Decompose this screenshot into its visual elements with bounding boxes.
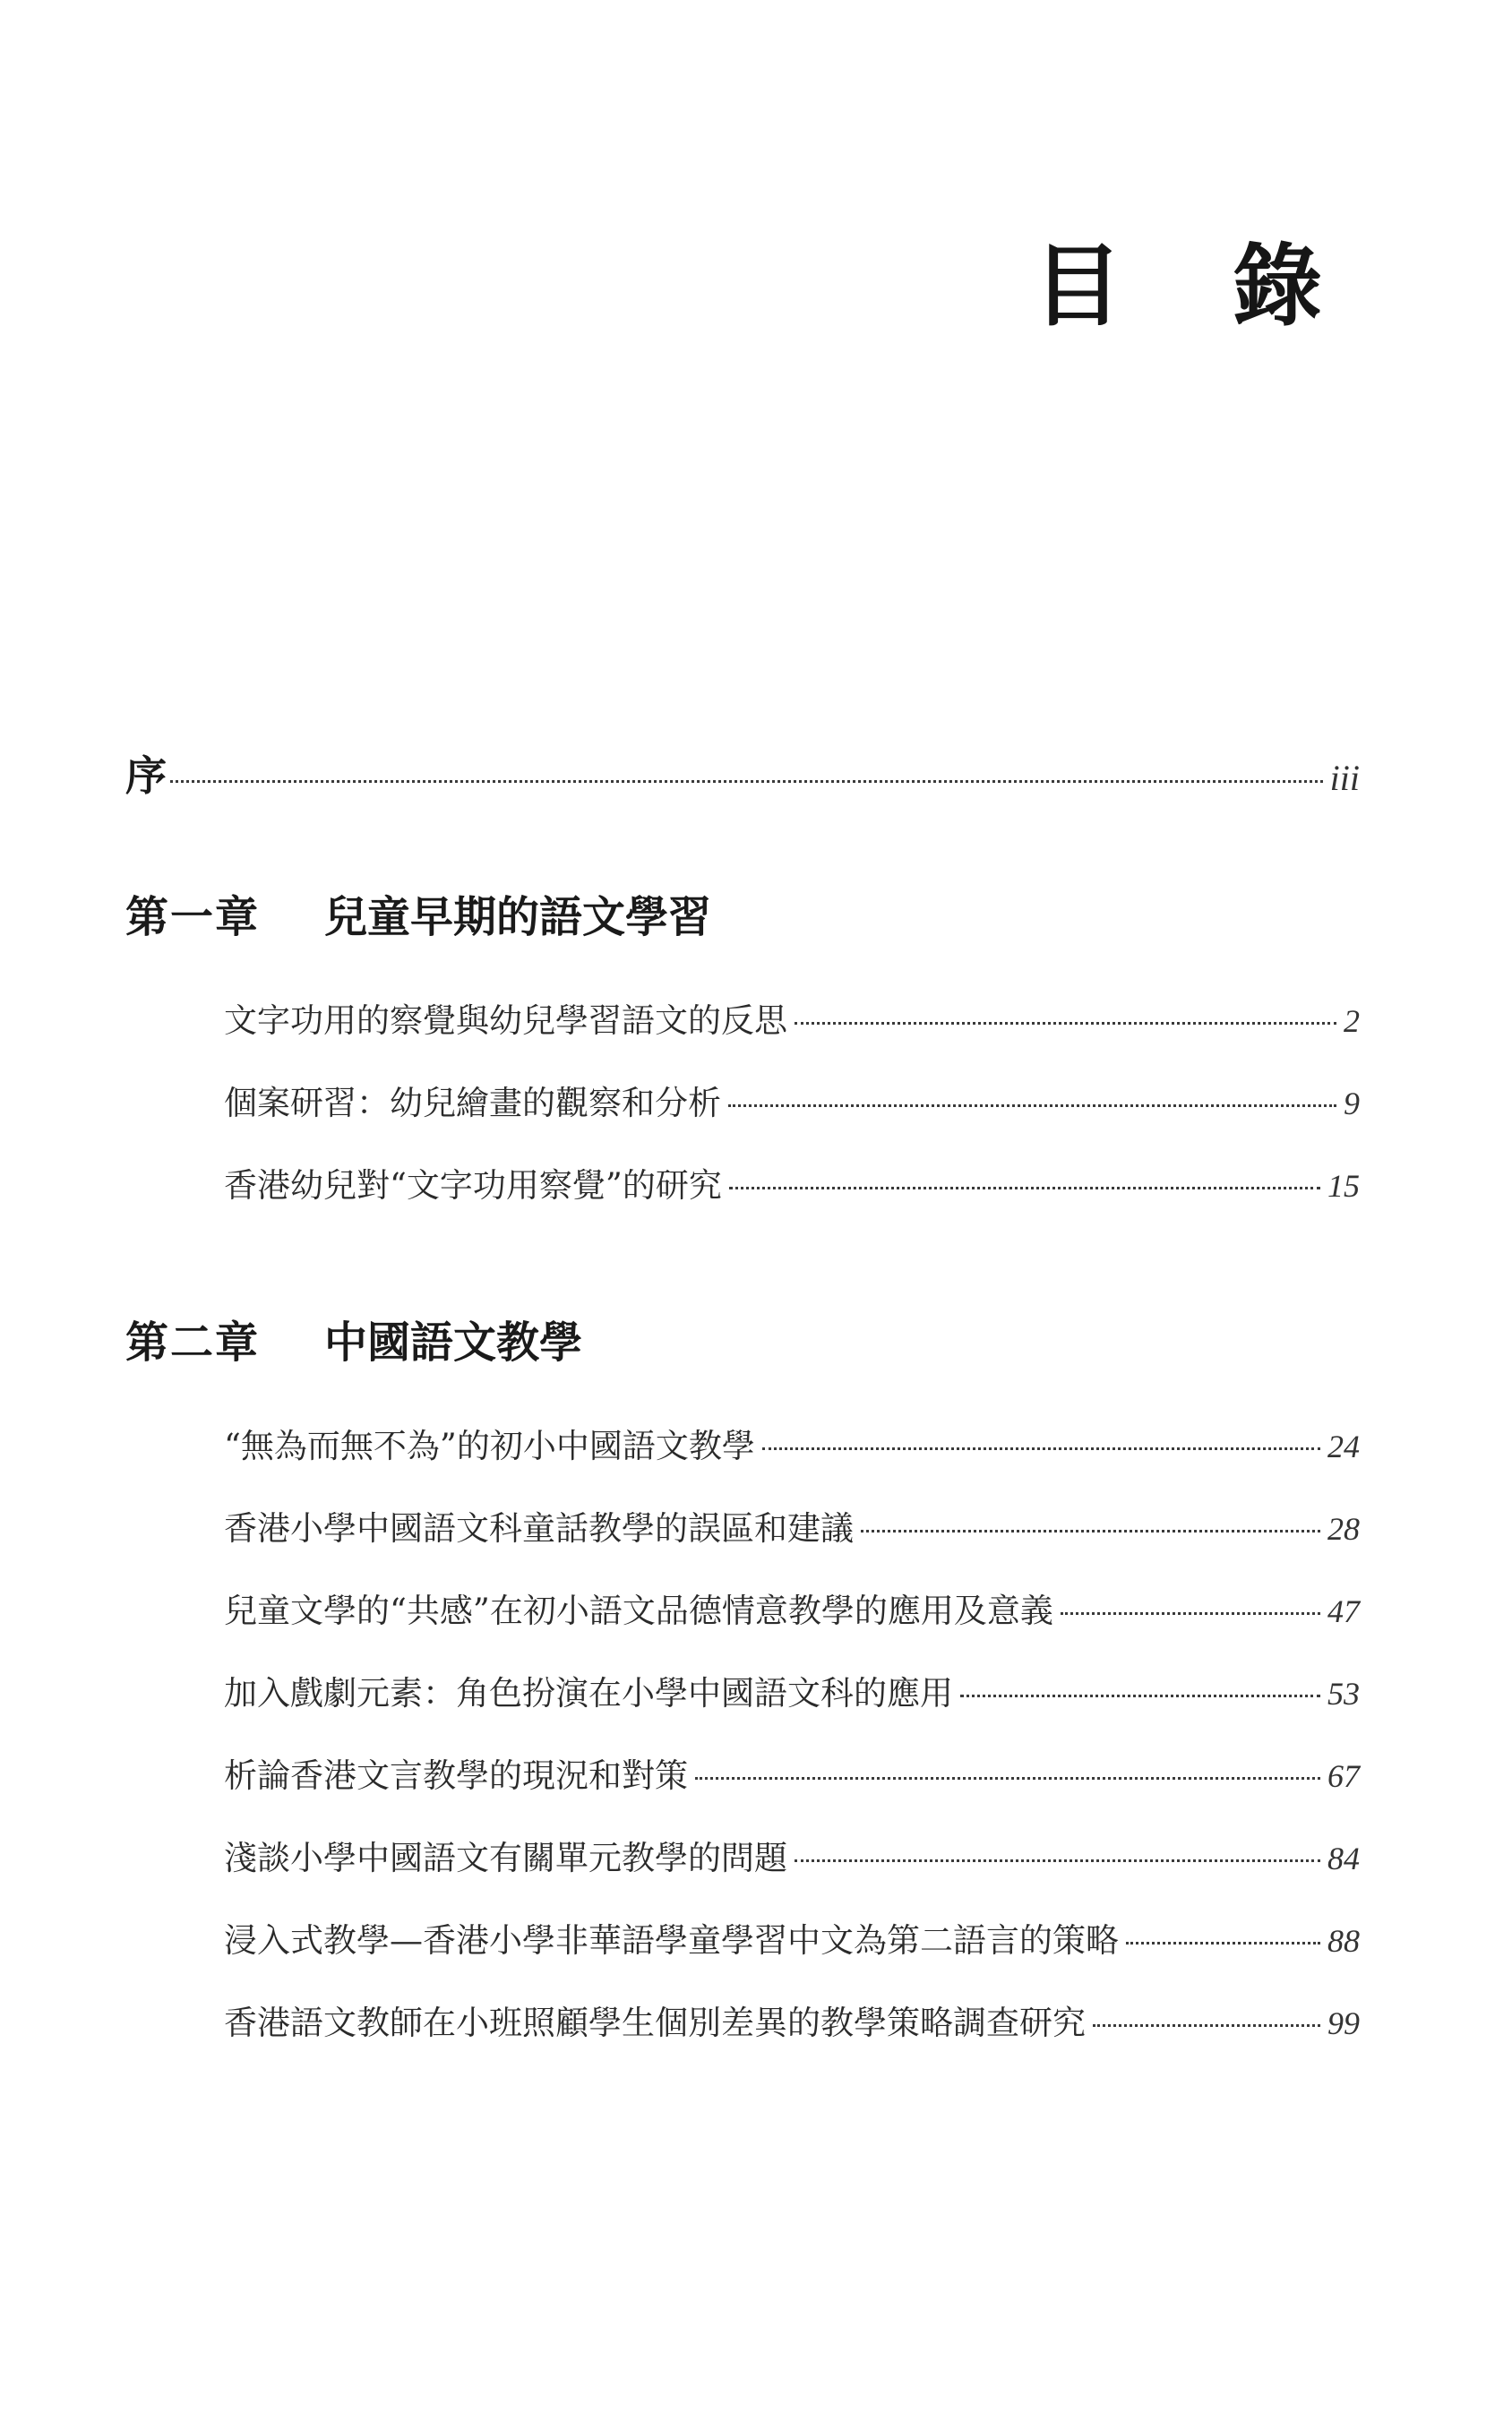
entry-page-number: 15: [1327, 1168, 1360, 1204]
entry-title: 浸入式教學—香港小學非華語學童學習中文為第二語言的策略: [224, 1921, 1119, 1960]
entry-title: 香港幼兒對“文字功用察覺”的研究: [224, 1166, 722, 1205]
entry-title: 加入戲劇元素：角色扮演在小學中國語文科的應用: [224, 1674, 953, 1713]
chapter-entries: [125, 993, 1360, 1241]
entry-page-number: 67: [1327, 1758, 1360, 1794]
entry-title: “無為而無不為”的初小中國語文教學: [224, 1427, 755, 1465]
entry-title: 淺談小學中國語文有關單元教學的問題: [224, 1839, 787, 1877]
entry-page-number: 53: [1327, 1676, 1360, 1712]
entry-page-number: 88: [1327, 1923, 1360, 1959]
entry-title: 個案研習：幼兒繪畫的觀察和分析: [224, 1084, 721, 1122]
leader-dots: [729, 1187, 1320, 1189]
toc-entry[interactable]: [224, 1666, 1360, 1748]
leader-dots: [861, 1530, 1320, 1532]
chapter-heading[interactable]: [125, 882, 1360, 954]
entry-page-number: 99: [1327, 2005, 1360, 2041]
chapter-title: 中國語文教學: [324, 1318, 583, 1368]
entry-page-number: 9: [1344, 1086, 1360, 1121]
chapter-heading[interactable]: [125, 1308, 1360, 1379]
chapter-title: 兒童早期的語文學習: [324, 892, 712, 942]
preface-page-number: iii: [1329, 758, 1360, 798]
chapter-number: 第二章: [125, 1318, 261, 1368]
preface-row[interactable]: [125, 743, 1360, 803]
chapter-number: 第一章: [125, 892, 261, 942]
leader-dots: [1061, 1612, 1320, 1615]
entry-page-number: 47: [1327, 1593, 1360, 1629]
leader-dots: [728, 1104, 1336, 1107]
entry-page-number: 2: [1344, 1003, 1360, 1039]
leader-dots: [762, 1447, 1320, 1450]
entry-title: 析論香港文言教學的現況和對策: [224, 1756, 688, 1795]
leader-dots: [795, 1022, 1336, 1025]
toc-entry[interactable]: [224, 1584, 1360, 1666]
entry-page-number: 24: [1327, 1429, 1360, 1464]
page-title: 目 錄: [1033, 234, 1362, 339]
toc-entry[interactable]: [224, 1501, 1360, 1584]
toc-entry[interactable]: [224, 1158, 1360, 1241]
leader-dots: [1126, 1942, 1320, 1945]
toc-entry[interactable]: [224, 1913, 1360, 1996]
leader-dots: [795, 1859, 1320, 1862]
entry-page-number: 28: [1327, 1511, 1360, 1547]
entry-title: 文字功用的察覺與幼兒學習語文的反思: [224, 1001, 787, 1040]
toc-entry[interactable]: [224, 1076, 1360, 1158]
entry-title: 香港小學中國語文科童話教學的誤區和建議: [224, 1509, 854, 1548]
entry-title: 香港語文教師在小班照顧學生個別差異的教學策略調查研究: [224, 2004, 1086, 2042]
toc-entry[interactable]: [224, 993, 1360, 1076]
toc-entry[interactable]: [224, 1419, 1360, 1501]
chapter-entries: [125, 1419, 1360, 2078]
toc-entry[interactable]: [224, 1996, 1360, 2078]
leader-dots: [170, 780, 1323, 783]
chapter-1: [125, 882, 1360, 1241]
leader-dots: [960, 1695, 1320, 1697]
toc-entry[interactable]: [224, 1831, 1360, 1913]
entry-page-number: 84: [1327, 1841, 1360, 1876]
preface-label: 序: [125, 751, 167, 800]
toc-entry[interactable]: [224, 1748, 1360, 1831]
leader-dots: [695, 1777, 1320, 1780]
chapter-2: [125, 1308, 1360, 2078]
entry-title: 兒童文學的“共感”在初小語文品德情意教學的應用及意義: [224, 1592, 1053, 1630]
leader-dots: [1093, 2024, 1320, 2027]
